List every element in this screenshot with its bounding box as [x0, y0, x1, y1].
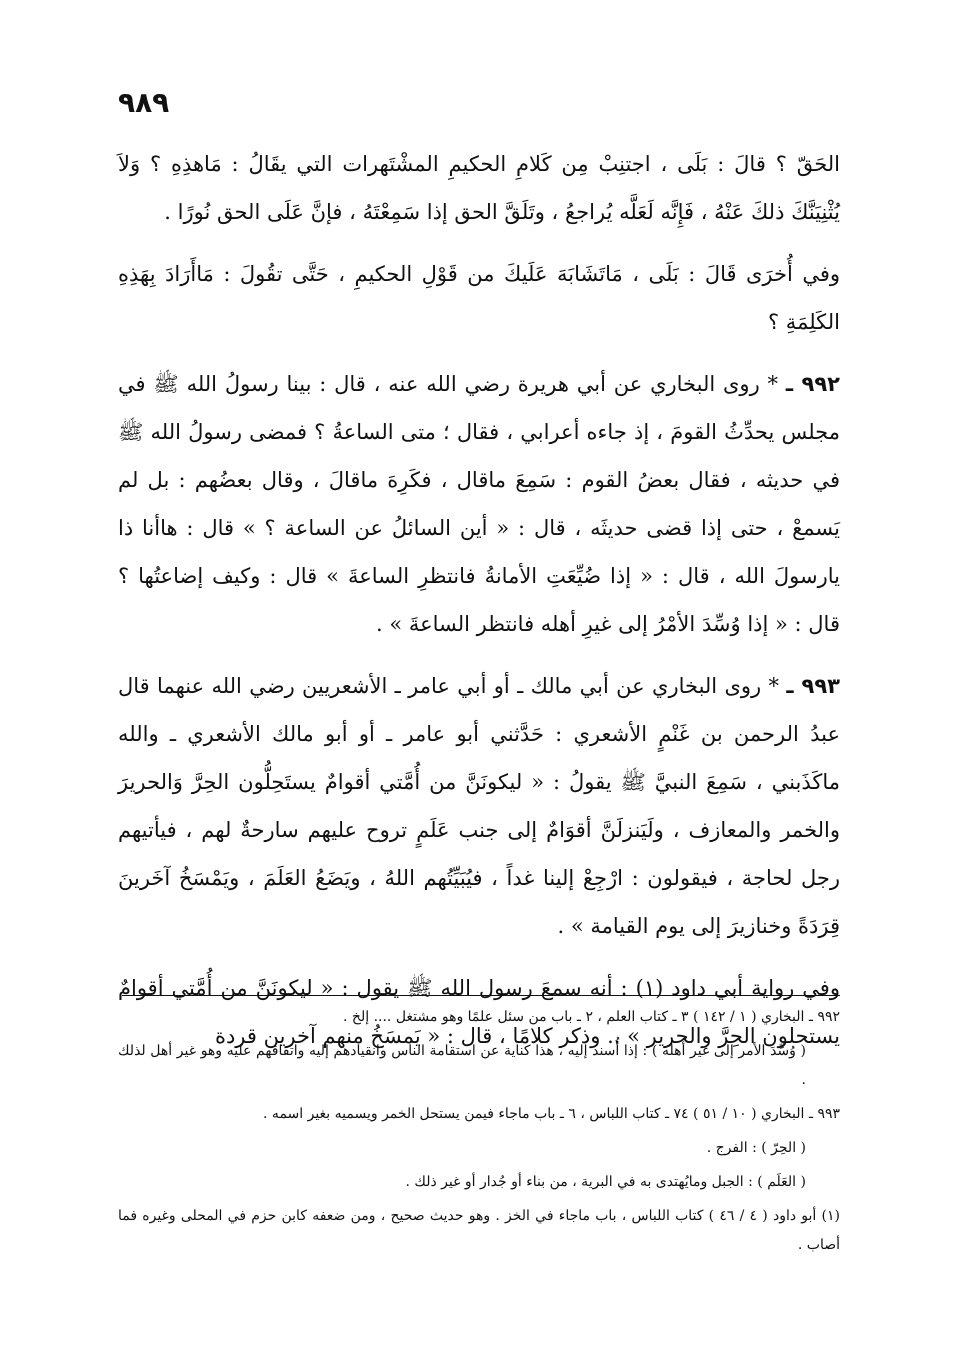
paragraph: وفي أُخرَى قَالَ : بَلَى ، مَاتَشَابَهَ عَلَيكَ من قَوْلِ الحكيمِ ، حَتَّى تقُولَ : مَاأَرَادَ بِهَذِهِ الكَلِمَةِ ؟	[118, 262, 840, 334]
hadith-text: * روى البخاري عن أبي هريرة رضي الله عنه ، قال : بينا رسولُ الله ﷺ في مجلس يحدِّثُ القومَ ، إذ جاءه أعرابي ، فقال ؛ متى الساعةُ ؟ فمضى رسولُ الله ﷺ في حديثه ، فقال بعضُ القوم : سَمِعَ ماقال ، فكَرِهَ ماقالَ ، وقال بعضُهم : بل لم يَسمعْ ، حتى إذا قضى حديثَه ، قال : « أين السائلُ عن الساعة ؟ » قال : هاأنا ذا يارسولَ الله ، قال : « إذا ضُيِّعَتِ الأمانةُ فانتظرِ الساعةَ » قال : وكيف إضاعتُها ؟ قال : « إذا وُسِّدَ الأمْرُ إلى غيرِ أهله فانتظر الساعةَ » .	[118, 372, 840, 636]
hadith-993	[118, 662, 840, 950]
footnote: ٩٩٢ ـ البخاري ( ١ / ١٤٢ ) ٣ ـ كتاب العلم ، ٢ ـ باب من سئل علمًا وهو مشتغل .... إلخ .	[343, 1009, 840, 1025]
footnote-gloss: ( وُسِّدَ الأمر إلى غير أهله ) : إذا أُسند إليه ، هذا كناية عن استقامة الناس وانقيادهم إليه واتفاقهم عليه وهو غير أهل لذلك .	[118, 1043, 806, 1088]
footnote-gloss: ( العَلَم ) : الجبل ومايُهتدى به في البرية ، من بناء أو جُدار أو غير ذلك .	[405, 1174, 806, 1190]
footnote-gloss: ( الحِرّ ) : الفرج .	[706, 1140, 806, 1156]
footnote: (١) أبو داود ( ٤ / ٤٦ ) كتاب اللباس ، باب ماجاء في الخز . وهو حديث صحيح ، ومن ضعفه كابن حزم في المحلى وغيره فما أصاب .	[118, 1208, 840, 1253]
main-text	[118, 140, 840, 1074]
hadith-text: * روى البخاري عن أبي مالك ـ أو أبي عامر ـ الأشعريين رضي الله عنهما قال عبدُ الرحمن بن غَنْمٍ الأشعري : حَدَّثني أبو عامر ـ أو أبو مالك الأشعري ـ والله ماكَذَبني ، سَمِعَ النبيَّ ﷺ يقولُ : « ليكونَنَّ من أُمَّتي أقوامٌ يستَحِلُّون الحِرَّ وَالحريرَ والخمر والمعازف ، ولَيَنزلَنَّ أقوَامٌ إلى جنب عَلَمٍ تروح عليهم سارحةٌ لهم ، فيأتيهم رجل لحاجة ، فيقولون : ارْجِعْ إلينا غداً ، فيُبَيِّتُهم اللهُ ، ويَضَعُ العَلَمَ ، ويَمْسَخُ آخَرينَ قِرَدَةً وخنازيرَ إلى يوم القيامة » .	[118, 674, 840, 938]
footnotes	[118, 1003, 840, 1265]
footnote-divider	[122, 995, 840, 996]
hadith-number: ٩٩٣ ـ	[786, 674, 840, 698]
hadith-number: ٩٩٢ ـ	[785, 372, 840, 396]
hadith-992	[118, 360, 840, 648]
paragraph: وفي رواية أبي داود (١) : أنه سمعَ رسول الله ﷺ يقول : « ليكونَنَّ من أُمَّتي أقوامٌ يستحلون الحِرَّ والحرير » .. وذكر كلامًا ، قال : « يَمسَخُ منهم آخرين قردة	[118, 976, 840, 1048]
footnote: ٩٩٣ ـ البخاري ( ١٠ / ٥١ ) ٧٤ ـ كتاب اللباس ، ٦ ـ باب ماجاء فيمن يستحل الخمر ويسميه بغير اسمه .	[263, 1106, 840, 1122]
paragraph: الحَقّ ؟ قالَ : بَلَى ، اجتنِبْ مِن كَلامِ الحكيمِ المشْتَهرات التي يقَالُ : مَاهذِهِ ؟ وَلاَ يُثْنِيَنَّكَ ذلكَ عَنْهُ ، فَإِنَّه لَعَلَّه يُراجعُ ، وتَلَقَّ الحق إذا سَمِعْتَهُ ، فإنَّ عَلَى الحق نُورًا .	[118, 152, 840, 224]
page-number: ٩٨٩	[118, 86, 170, 119]
